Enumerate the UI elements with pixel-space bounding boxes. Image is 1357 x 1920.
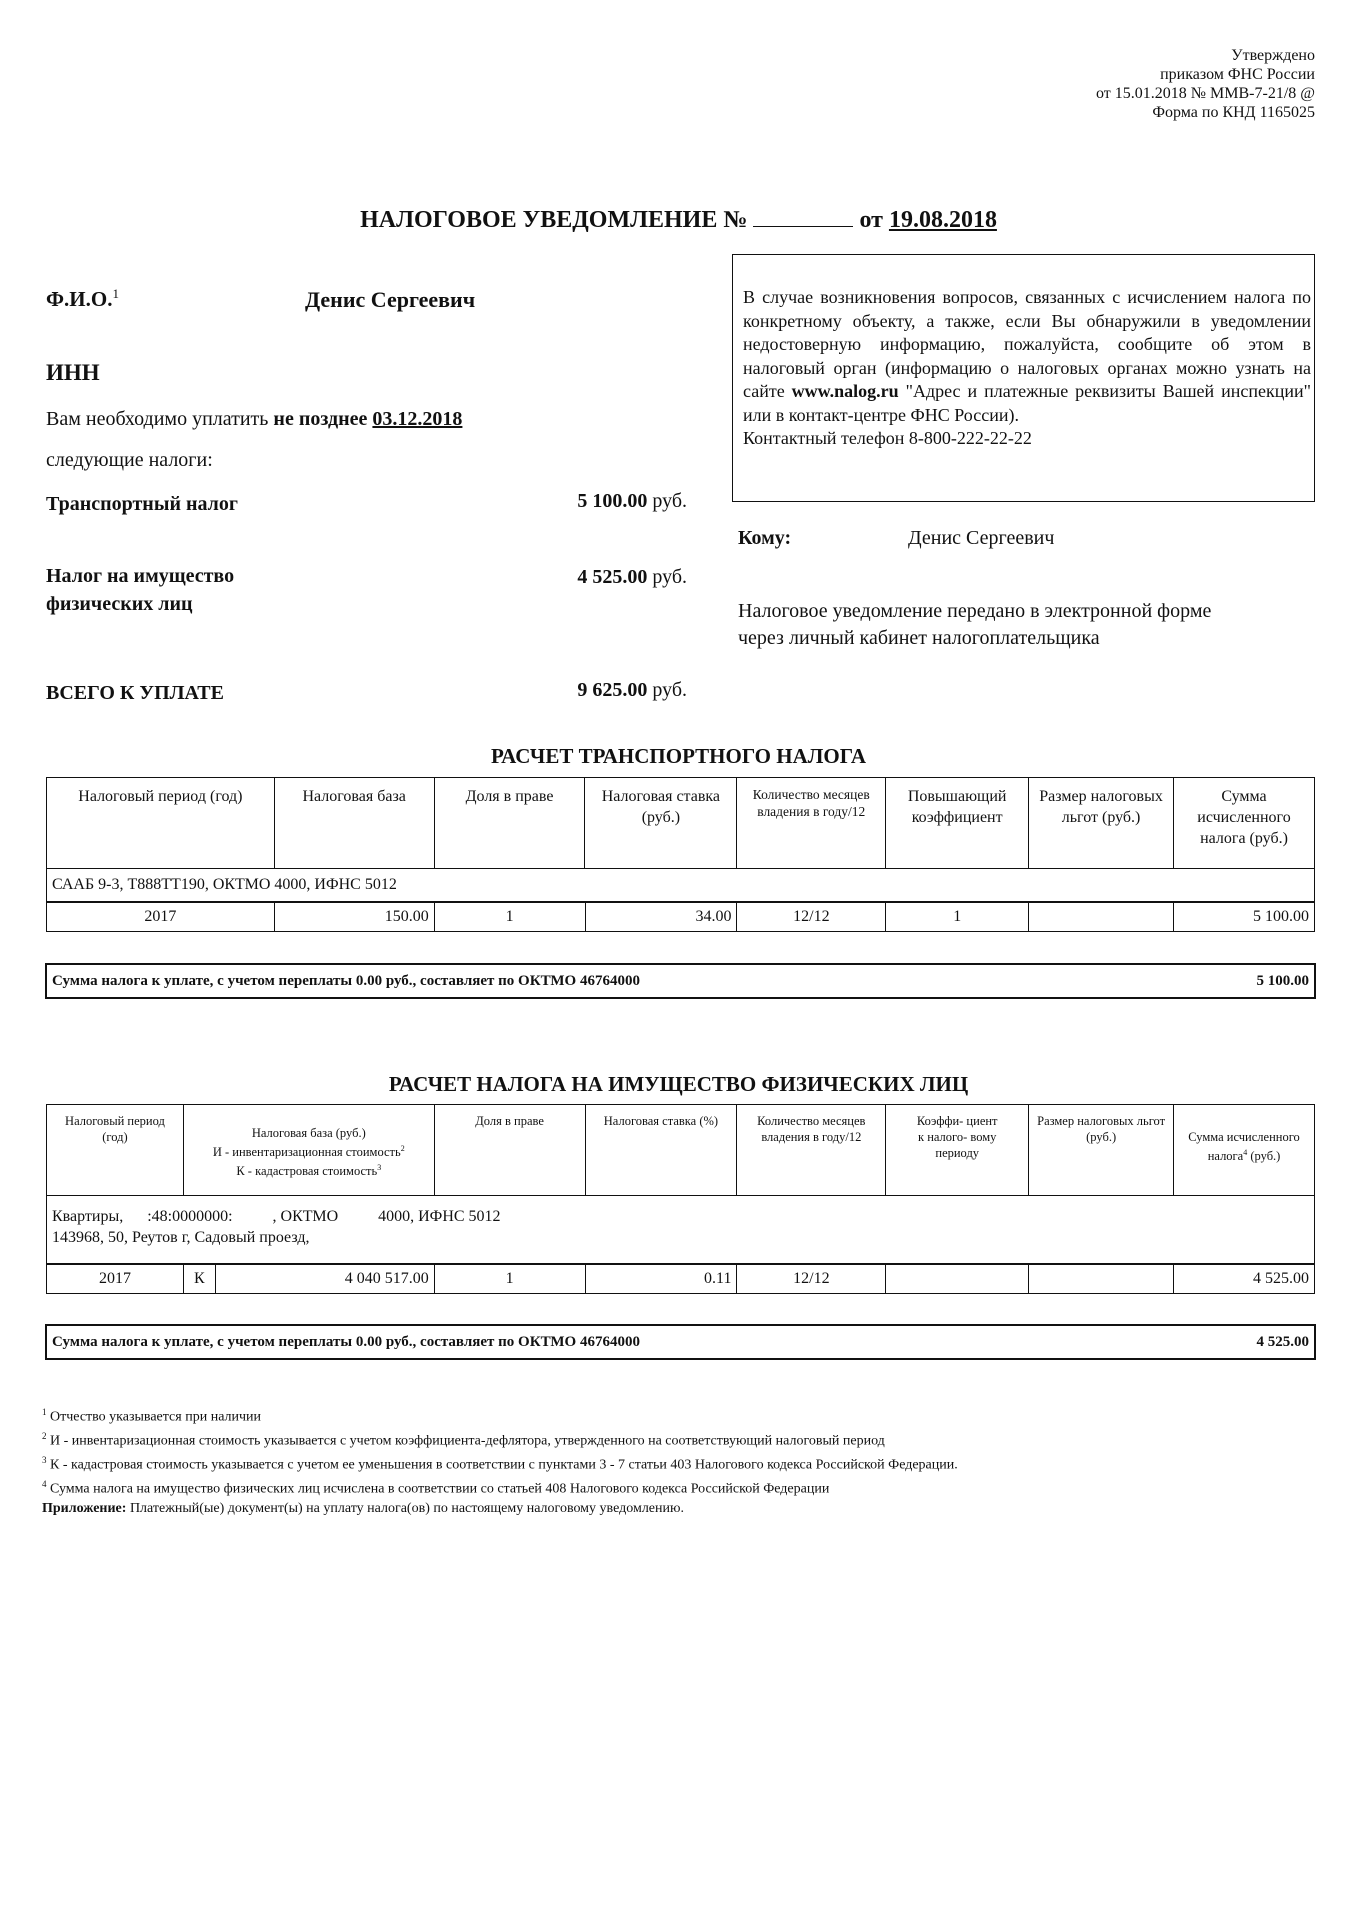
footnote-number: 2 xyxy=(42,1431,47,1442)
table-header-row xyxy=(47,778,1315,869)
cell-year: 2017 xyxy=(47,1265,184,1294)
amount-value: 5 100.00 xyxy=(577,490,648,512)
attachment-text: Платежный(ые) документ(ы) на уплату налога(ов) по настоящему налоговому уведомлению. xyxy=(129,1500,684,1516)
payment-text: Вам необходимо уплатить xyxy=(46,408,269,430)
footnote-ref: 3 xyxy=(377,1163,382,1173)
tax-name-line: физических лиц xyxy=(46,593,193,615)
footnote-ref: 2 xyxy=(400,1144,405,1153)
footnote xyxy=(42,1475,958,1499)
property-object-row xyxy=(46,1195,1315,1264)
cell-base: 150.00 xyxy=(274,903,434,932)
cell-year: 2017 xyxy=(47,903,275,932)
cell-share: 1 xyxy=(434,1265,585,1294)
footnote xyxy=(42,1403,958,1427)
object-line: 143968, 50, Реутов г, Садовый проезд, xyxy=(52,1229,310,1246)
table-header-row xyxy=(47,1105,1315,1196)
table-row xyxy=(47,1265,1315,1294)
cell-coef xyxy=(886,1265,1029,1294)
property-table xyxy=(46,1104,1315,1196)
header-text: Сумма исчисленного налога xyxy=(1188,1130,1300,1164)
column-header: Налоговая база xyxy=(274,778,434,869)
contact-phone: Контактный телефон 8-800-222-22-22 xyxy=(743,428,1032,448)
summary-amount: 4 525.00 xyxy=(1256,1334,1309,1350)
total-amount xyxy=(577,679,687,702)
cell-months: 12/12 xyxy=(737,903,886,932)
recipient-name: Денис Сергеевич xyxy=(908,527,1055,549)
footnote-number: 1 xyxy=(42,1407,47,1417)
amount-value: 4 525.00 xyxy=(577,566,648,588)
footnote-number: 4 xyxy=(42,1479,47,1490)
property-data-table xyxy=(46,1264,1315,1294)
recipient-label: Кому: xyxy=(738,527,792,549)
table-row xyxy=(47,903,1315,932)
tax-name-line: Налог на имущество xyxy=(46,565,235,587)
notice-number-blank xyxy=(753,206,853,227)
fio-label-text: Ф.И.О. xyxy=(46,287,113,311)
notice-date: 19.08.2018 xyxy=(888,207,997,233)
transport-summary xyxy=(45,963,1316,999)
summary-text: Сумма налога к уплате, с учетом переплаты 0.00 руб., составляет по ОКТМО 46764000 xyxy=(52,1334,640,1350)
property-section-title: РАСЧЕТ НАЛОГА НА ИМУЩЕСТВО ФИЗИЧЕСКИХ ЛИЦ xyxy=(388,1072,969,1096)
footnote-ref: 1 xyxy=(112,286,119,301)
approval-line: приказом ФНС России xyxy=(1160,66,1315,83)
info-text xyxy=(743,286,1311,427)
title-from: от xyxy=(859,207,883,233)
cell-share: 1 xyxy=(434,903,585,932)
info-text-part: "Адрес и платежные реквизиты Вашей инспекции" или в контакт-центре ФНС России). xyxy=(743,381,1311,425)
cell-base-type: К xyxy=(183,1265,215,1294)
following-taxes-text: следующие налоги: xyxy=(46,449,213,471)
column-header: Налоговый период (год) xyxy=(47,778,275,869)
footnote-ref: 4 xyxy=(1243,1148,1248,1157)
column-header: Количество месяцев владения в году/12 xyxy=(737,1105,886,1196)
attachment-note xyxy=(42,1500,958,1519)
footnote-text: Отчество указывается при наличии xyxy=(50,1409,262,1425)
column-header xyxy=(183,1105,434,1196)
footnote xyxy=(42,1427,958,1451)
inn-label: ИНН xyxy=(46,360,100,385)
cell-benefit xyxy=(1029,1265,1174,1294)
footnote xyxy=(42,1451,958,1475)
cell-rate: 0.11 xyxy=(585,1265,737,1294)
object-line: Квартиры, :48:0000000: , ОКТМО 4000, ИФНС 5012 xyxy=(52,1208,501,1225)
column-header: Налоговая ставка (%) xyxy=(585,1105,737,1196)
column-header: Размер налоговых льгот (руб.) xyxy=(1029,778,1174,869)
column-header: Повышающий коэффициент xyxy=(886,778,1029,869)
deadline-label: не позднее xyxy=(273,408,368,430)
column-header: Коэффи- циент к налого- вому периоду xyxy=(886,1105,1029,1196)
approval-line: Утверждено xyxy=(1231,47,1315,64)
currency: руб. xyxy=(652,679,687,701)
approval-line: от 15.01.2018 № ММВ-7-21/8 @ xyxy=(1095,85,1315,102)
cell-sum: 5 100.00 xyxy=(1174,903,1315,932)
transport-section-title: РАСЧЕТ ТРАНСПОРТНОГО НАЛОГА xyxy=(491,744,866,768)
property-summary xyxy=(45,1324,1316,1360)
header-text: И - инвентаризационная стоимость xyxy=(212,1145,401,1160)
summary-amount: 5 100.00 xyxy=(1256,973,1309,989)
column-header: Размер налоговых льгот (руб.) xyxy=(1029,1105,1174,1196)
deadline-date: 03.12.2018 xyxy=(372,408,463,430)
cell-months: 12/12 xyxy=(737,1265,886,1294)
column-header: Доля в праве xyxy=(434,778,585,869)
delivery-line: Налоговое уведомление передано в электронной форме xyxy=(738,600,1212,622)
summary-text: Сумма налога к уплате, с учетом переплаты 0.00 руб., составляет по ОКТМО 46764000 xyxy=(52,973,640,989)
cell-rate: 34.00 xyxy=(585,903,737,932)
transport-object-row: СААБ 9-3, Т888ТТ190, ОКТМО 4000, ИФНС 5012 xyxy=(46,868,1315,902)
currency: руб. xyxy=(652,490,687,512)
tax-item-name xyxy=(46,562,234,618)
tax-item-amount xyxy=(577,490,687,513)
column-header: Налоговая ставка (руб.) xyxy=(585,778,737,869)
transport-data-table xyxy=(46,902,1315,932)
header-text: К - кадастровая стоимость xyxy=(236,1164,378,1179)
form-code: Форма по КНД 1165025 xyxy=(1152,104,1315,121)
transport-table xyxy=(46,777,1315,869)
cell-sum: 4 525.00 xyxy=(1174,1265,1315,1294)
info-box xyxy=(732,254,1315,502)
currency: руб. xyxy=(652,566,687,588)
header-line: Налоговая база (руб.) xyxy=(251,1126,366,1140)
attachment-label: Приложение: xyxy=(42,1500,127,1516)
header-line xyxy=(189,1141,429,1160)
header-text: (руб.) xyxy=(1247,1149,1281,1164)
taxpayer-name: Денис Сергеевич xyxy=(305,287,476,312)
page-title xyxy=(0,206,1357,234)
amount-value: 9 625.00 xyxy=(577,679,648,701)
tax-item-amount xyxy=(577,566,687,589)
delivery-line: через личный кабинет налогоплательщика xyxy=(738,627,1100,649)
cell-coef: 1 xyxy=(886,903,1029,932)
header-line xyxy=(189,1160,429,1179)
delivery-note xyxy=(738,598,1338,652)
info-text-part: В случае возникновения вопросов, связанных с исчислением налога по конкретному объекту, а также, если Вы обнаружили в уведомлении недостоверную информацию, пожалуйста, сообщите об этом в налоговый орган (информацию о налоговых органах можно узнать на сайте xyxy=(743,287,1311,401)
tax-item-name: Транспортный налог xyxy=(46,493,238,515)
footnote-text: И - инвентаризационная стоимость указывается с учетом коэффициента-дефлятора, утвержденного на соответствующий налоговый период xyxy=(50,1433,885,1449)
payment-deadline xyxy=(46,408,462,431)
column-header: Доля в праве xyxy=(434,1105,585,1196)
column-header xyxy=(1174,1105,1315,1196)
footnotes xyxy=(42,1403,958,1518)
footnote-text: Сумма налога на имущество физических лиц исчислена в соответствии со статьей 408 Налогового кодекса Российской Федерации xyxy=(50,1482,830,1498)
title-prefix: НАЛОГОВОЕ УВЕДОМЛЕНИЕ № xyxy=(360,207,748,233)
total-label: ВСЕГО К УПЛАТЕ xyxy=(46,682,224,704)
footnote-number: 3 xyxy=(42,1455,47,1466)
column-header: Налоговый период (год) xyxy=(47,1105,184,1196)
cell-benefit xyxy=(1029,903,1174,932)
approval-block xyxy=(1096,46,1315,122)
cell-base: 4 040 517.00 xyxy=(215,1265,434,1294)
column-header: Количество месяцев владения в году/12 xyxy=(737,778,886,869)
nalog-site-link[interactable]: www.nalog.ru xyxy=(791,381,899,401)
fio-label xyxy=(46,286,119,312)
footnote-text: К - кадастровая стоимость указывается с учетом ее уменьшения в соответствии с пунктами 3 - 7 статьи 403 Налогового кодекса Российской Федерации. xyxy=(50,1457,958,1473)
column-header: Сумма исчисленного налога (руб.) xyxy=(1174,778,1315,869)
